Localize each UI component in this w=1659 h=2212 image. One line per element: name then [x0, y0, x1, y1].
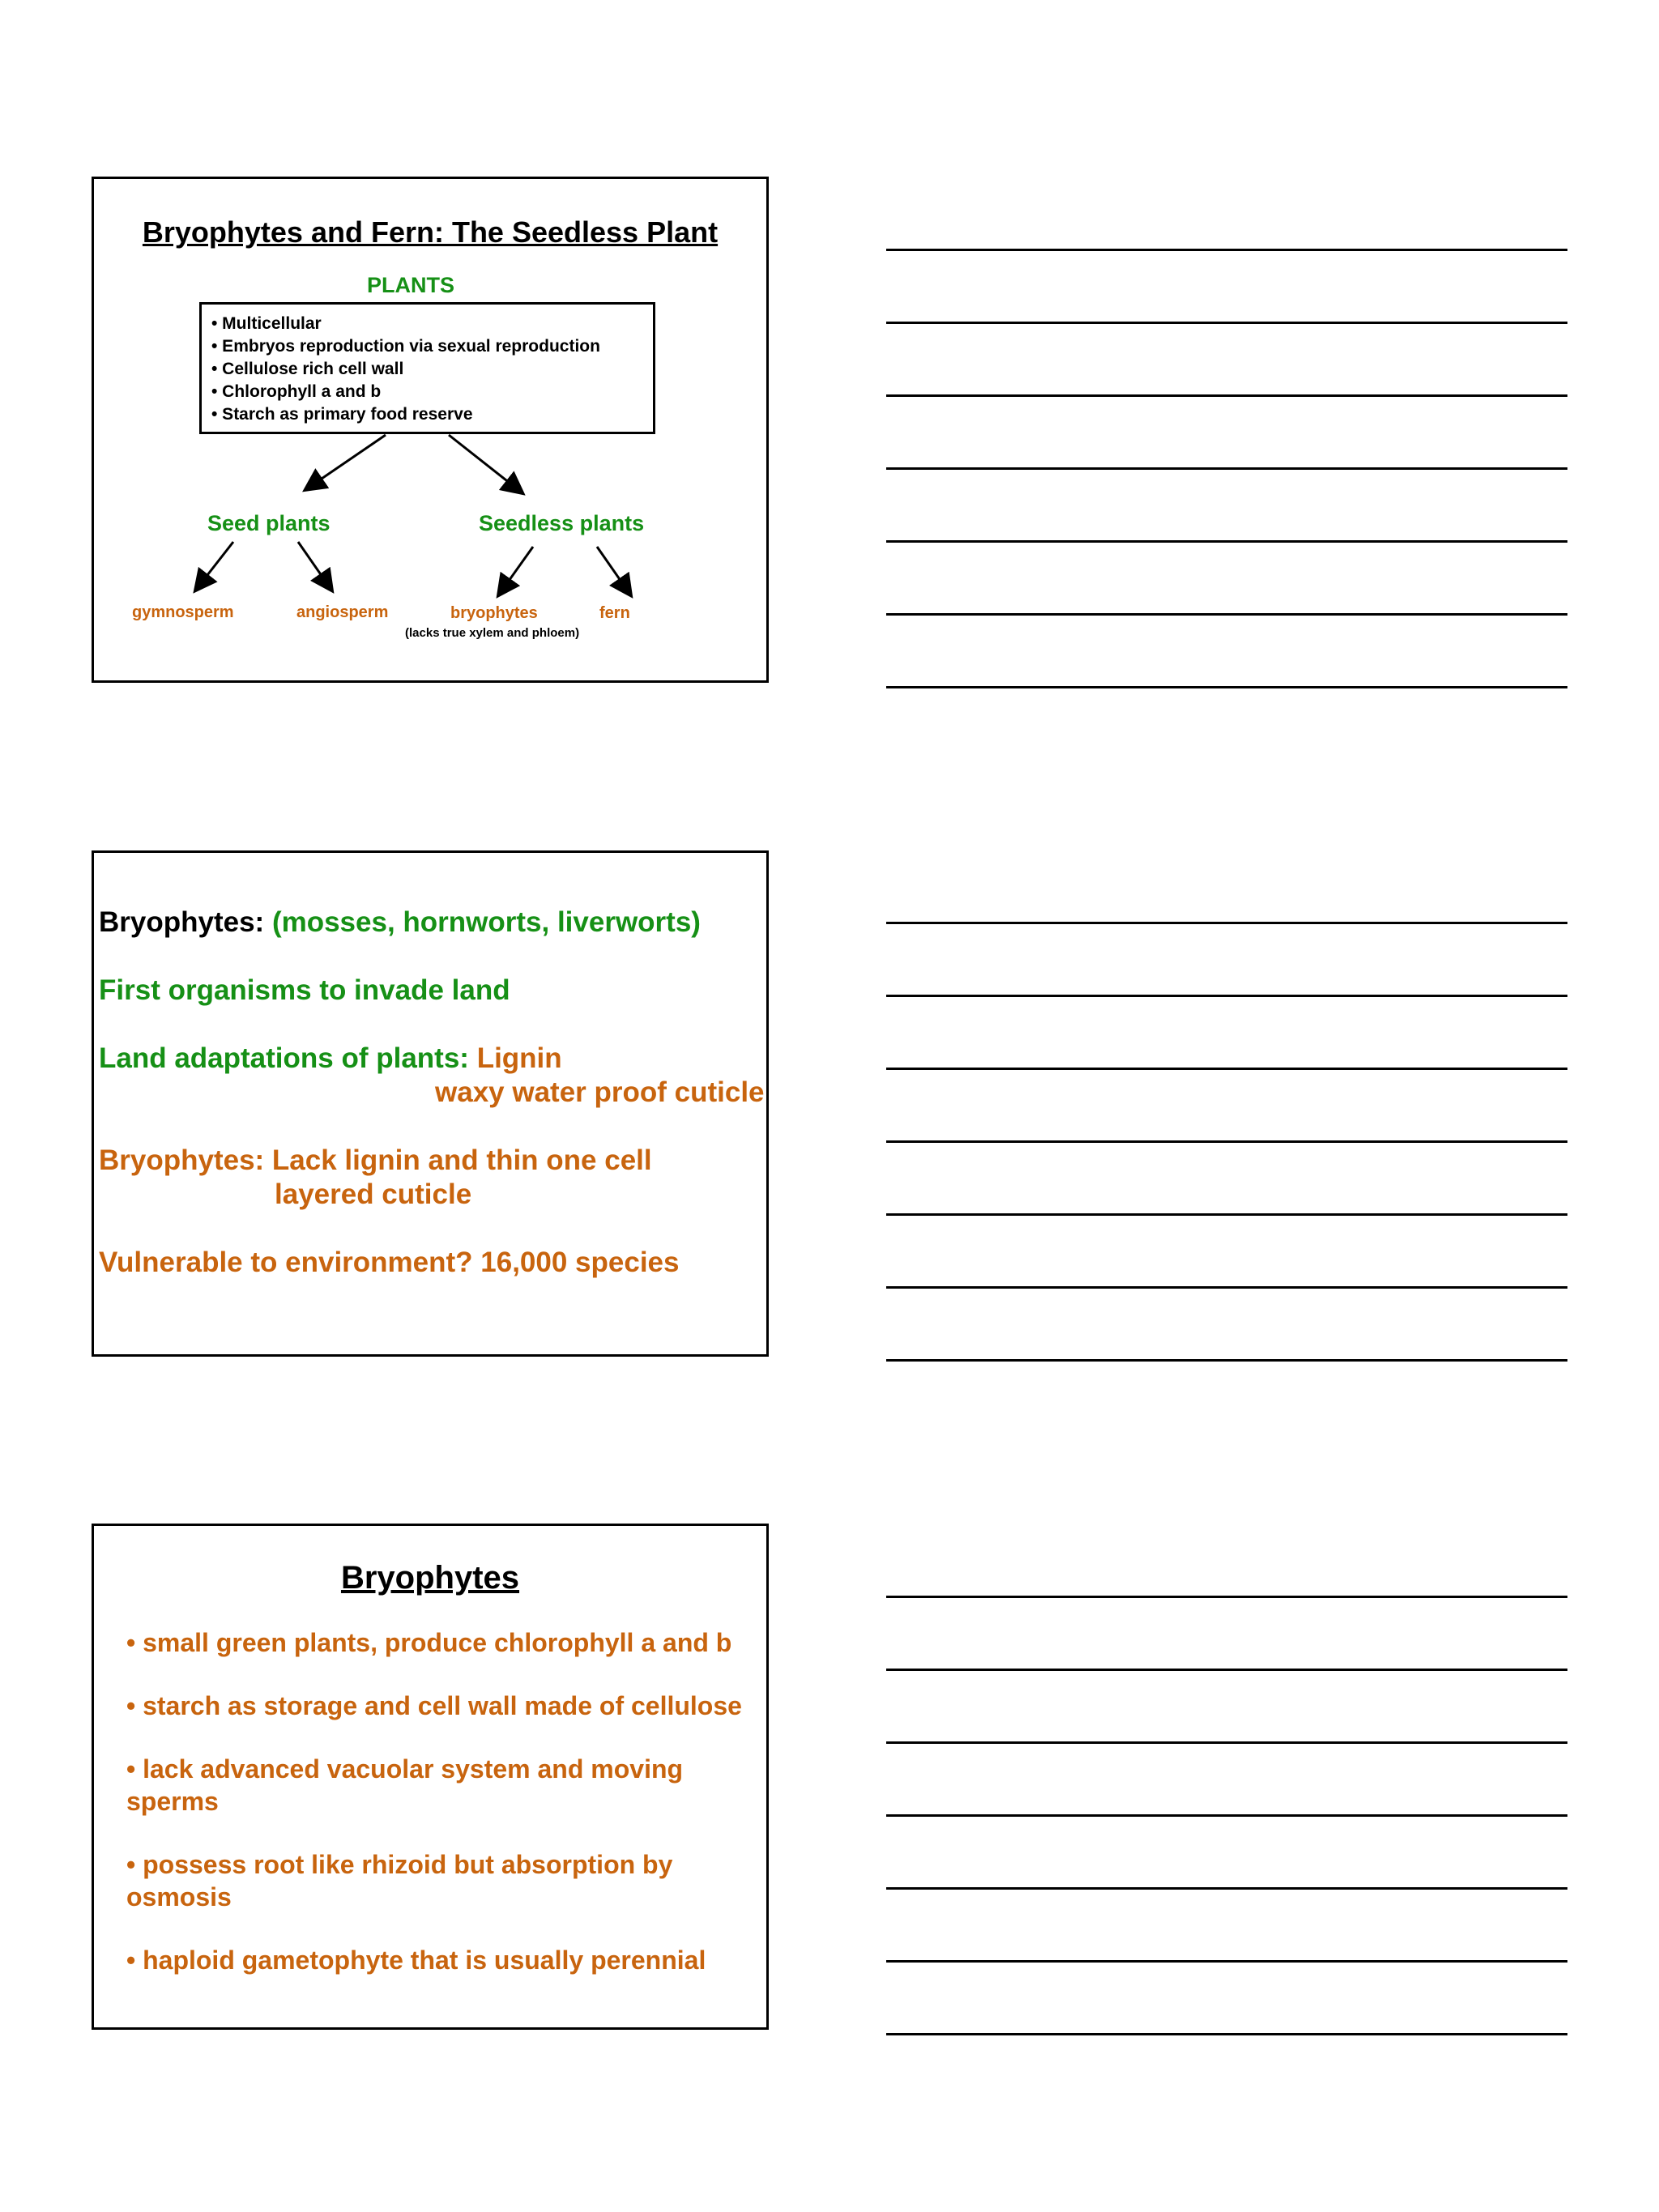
note-line	[886, 540, 1567, 543]
note-line	[886, 1960, 1567, 1963]
note-line	[886, 322, 1567, 324]
trait-item: • small green plants, produce chlorophyll a and b	[126, 1628, 732, 1657]
note-line	[886, 613, 1567, 616]
characteristic-item: • Embryos reproduction via sexual reproduction	[211, 337, 600, 356]
note-line	[886, 922, 1567, 924]
trait-item: • haploid gametophyte that is usually perennial	[126, 1946, 706, 1975]
note-line	[886, 1887, 1567, 1890]
arrow-to-bryophytes	[499, 547, 533, 595]
characteristic-item: • Multicellular	[211, 314, 322, 333]
arrow-to-seed-plants	[306, 435, 386, 489]
arrow-to-gymnosperm	[196, 542, 233, 590]
note-line	[886, 1596, 1567, 1598]
note-line	[886, 686, 1567, 688]
slide-1	[92, 177, 769, 683]
gymnosperm-label: gymnosperm	[132, 603, 234, 621]
trait-item: • lack advanced vacuolar system and moving sperms	[126, 1754, 684, 1816]
fern-label: fern	[599, 604, 630, 622]
bryophytes-heading-line	[99, 906, 701, 939]
note-line	[886, 467, 1567, 470]
note-line	[886, 1814, 1567, 1817]
characteristic-item: • Cellulose rich cell wall	[211, 360, 404, 378]
bryophytes-lack-text-cont: layered cuticle	[275, 1178, 472, 1210]
note-line	[886, 1286, 1567, 1289]
adaptation-lignin: Lignin	[476, 1042, 562, 1074]
angiosperm-label: angiosperm	[296, 603, 389, 621]
bryophytes-examples: (mosses, hornworts, liverworts)	[271, 906, 701, 938]
slide-3	[92, 1524, 769, 2030]
note-line	[886, 1213, 1567, 1216]
bryophytes-heading-label: Bryophytes:	[99, 906, 272, 938]
slide-3-title: Bryophytes	[340, 1560, 520, 1596]
bryophytes-lack-text: Bryophytes: Lack lignin and thin one cell	[99, 1144, 652, 1176]
note-line	[886, 1741, 1567, 1744]
slide-2	[92, 850, 769, 1357]
note-line	[886, 1669, 1567, 1671]
slide-1-title: Bryophytes and Fern: The Seedless Plant	[142, 215, 719, 249]
arrow-to-seedless-plants	[449, 435, 522, 492]
trait-item: • starch as storage and cell wall made of cellulose	[126, 1691, 742, 1720]
adaptation-cuticle: waxy water proof cuticle	[435, 1076, 765, 1108]
trait-item: • possess root like rhizoid but absorption by osmosis	[126, 1850, 673, 1912]
seedless-plants-label: Seedless plants	[479, 511, 645, 535]
arrow-to-fern	[597, 547, 630, 595]
first-to-land-text: First organisms to invade land	[99, 974, 510, 1006]
note-line	[886, 1140, 1567, 1143]
note-line	[886, 394, 1567, 397]
note-line	[886, 2033, 1567, 2035]
bryophytes-label: bryophytes	[450, 604, 538, 622]
plants-root-label: PLANTS	[367, 273, 454, 297]
characteristic-item: • Chlorophyll a and b	[211, 382, 382, 401]
note-line	[886, 1359, 1567, 1362]
seed-plants-label: Seed plants	[207, 511, 331, 535]
land-adaptations-line	[99, 1042, 562, 1075]
note-line	[886, 1068, 1567, 1070]
vulnerable-text: Vulnerable to environment? 16,000 species	[99, 1247, 680, 1278]
note-line	[886, 995, 1567, 997]
bryophytes-traits-list	[126, 1626, 758, 2007]
bryophytes-note: (lacks true xylem and phloem)	[405, 626, 580, 640]
characteristic-item: • Starch as primary food reserve	[211, 405, 473, 424]
land-adaptations-label: Land adaptations of plants:	[99, 1042, 477, 1074]
note-line	[886, 249, 1567, 251]
arrow-to-angiosperm	[298, 542, 331, 590]
